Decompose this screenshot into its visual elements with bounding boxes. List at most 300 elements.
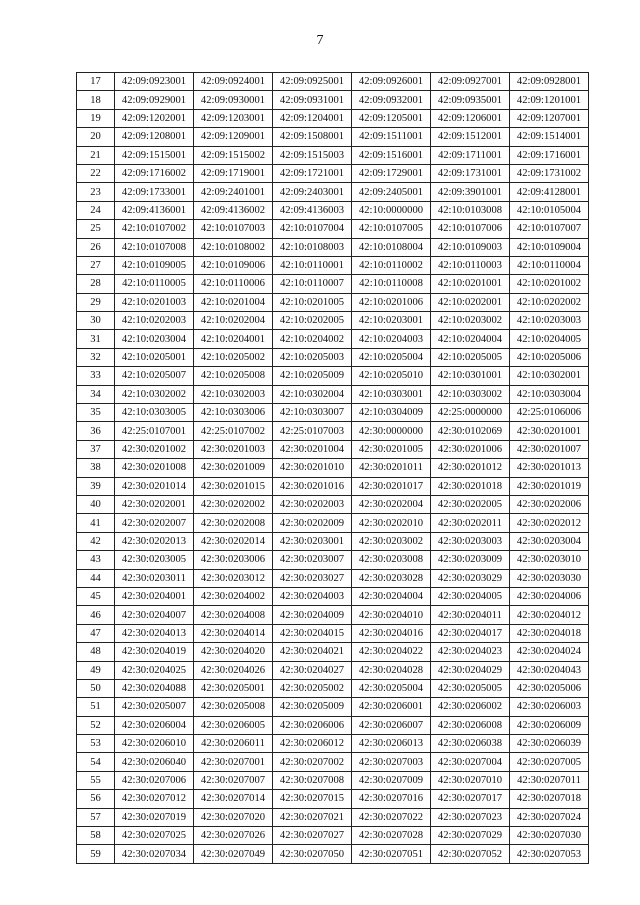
cadastral-code-cell: 42:30:0201002 — [115, 440, 194, 458]
cadastral-code-cell: 42:10:0204004 — [431, 330, 510, 348]
cadastral-code-cell: 42:25:0000000 — [431, 404, 510, 422]
table-row — [77, 330, 589, 348]
cadastral-code-cell: 42:30:0201013 — [510, 459, 589, 477]
cadastral-code-cell: 42:10:0103008 — [431, 201, 510, 219]
cadastral-code-cell: 42:30:0207009 — [352, 771, 431, 789]
cadastral-code-cell: 42:09:4136001 — [115, 201, 194, 219]
cadastral-code-cell: 42:30:0204004 — [352, 587, 431, 605]
row-number: 48 — [77, 643, 115, 661]
cadastral-code-cell: 42:30:0204019 — [115, 643, 194, 661]
row-number: 21 — [77, 146, 115, 164]
cadastral-code-cell: 42:30:0205006 — [510, 679, 589, 697]
cadastral-code-cell: 42:10:0201006 — [352, 293, 431, 311]
table-row — [77, 624, 589, 642]
cadastral-code-cell: 42:30:0201010 — [273, 459, 352, 477]
cadastral-code-cell: 42:10:0108003 — [273, 238, 352, 256]
cadastral-code-cell: 42:10:0205006 — [510, 348, 589, 366]
cadastral-code-cell: 42:30:0204005 — [431, 587, 510, 605]
cadastral-code-cell: 42:09:1731002 — [510, 164, 589, 182]
row-number: 37 — [77, 440, 115, 458]
cadastral-code-cell: 42:30:0207028 — [352, 827, 431, 845]
cadastral-code-cell: 42:30:0202005 — [431, 495, 510, 513]
row-number: 20 — [77, 128, 115, 146]
row-number: 28 — [77, 275, 115, 293]
cadastral-code-cell: 42:09:1511001 — [352, 128, 431, 146]
cadastral-code-cell: 42:30:0206007 — [352, 716, 431, 734]
cadastral-code-cell: 42:30:0204003 — [273, 587, 352, 605]
cadastral-code-cell: 42:30:0204017 — [431, 624, 510, 642]
cadastral-code-cell: 42:30:0206012 — [273, 735, 352, 753]
row-number: 57 — [77, 808, 115, 826]
cadastral-code-cell: 42:10:0303002 — [431, 385, 510, 403]
cadastral-code-cell: 42:30:0102069 — [431, 422, 510, 440]
cadastral-code-cell: 42:30:0204016 — [352, 624, 431, 642]
cadastral-code-cell: 42:09:4128001 — [510, 183, 589, 201]
cadastral-code-cell: 42:10:0303004 — [510, 385, 589, 403]
cadastral-code-cell: 42:10:0202001 — [431, 293, 510, 311]
cadastral-code-cell: 42:10:0201001 — [431, 275, 510, 293]
table-row — [77, 201, 589, 219]
row-number: 50 — [77, 679, 115, 697]
cadastral-code-cell: 42:10:0205001 — [115, 348, 194, 366]
row-number: 24 — [77, 201, 115, 219]
table-row — [77, 404, 589, 422]
cadastral-code-cell: 42:30:0203003 — [431, 532, 510, 550]
cadastral-code-cell: 42:10:0110004 — [510, 256, 589, 274]
page-number: 7 — [316, 33, 324, 48]
cadastral-code-cell: 42:30:0201019 — [510, 477, 589, 495]
table-row — [77, 532, 589, 550]
cadastral-code-cell: 42:30:0207010 — [431, 771, 510, 789]
cadastral-code-cell: 42:10:0205007 — [115, 367, 194, 385]
cadastral-code-cell: 42:30:0207001 — [194, 753, 273, 771]
cadastral-code-cell: 42:30:0202009 — [273, 514, 352, 532]
cadastral-code-cell: 42:30:0203004 — [510, 532, 589, 550]
cadastral-code-cell: 42:30:0201015 — [194, 477, 273, 495]
row-number: 39 — [77, 477, 115, 495]
cadastral-code-cell: 42:30:0201009 — [194, 459, 273, 477]
cadastral-code-cell: 42:25:0107001 — [115, 422, 194, 440]
row-number: 34 — [77, 385, 115, 403]
cadastral-code-cell: 42:09:1515003 — [273, 146, 352, 164]
table-row — [77, 587, 589, 605]
cadastral-code-cell: 42:30:0207015 — [273, 790, 352, 808]
cadastral-code-cell: 42:30:0204006 — [510, 587, 589, 605]
cadastral-code-cell: 42:30:0207023 — [431, 808, 510, 826]
cadastral-code-cell: 42:30:0201017 — [352, 477, 431, 495]
row-number: 49 — [77, 661, 115, 679]
cadastral-code-cell: 42:30:0206040 — [115, 753, 194, 771]
cadastral-code-cell: 42:30:0202011 — [431, 514, 510, 532]
table-body — [77, 73, 589, 864]
cadastral-code-cell: 42:09:0930001 — [194, 91, 273, 109]
cadastral-code-cell: 42:30:0207022 — [352, 808, 431, 826]
cadastral-code-cell: 42:30:0204025 — [115, 661, 194, 679]
cadastral-code-cell: 42:30:0204018 — [510, 624, 589, 642]
cadastral-code-cell: 42:30:0207012 — [115, 790, 194, 808]
cadastral-code-cell: 42:09:1516001 — [352, 146, 431, 164]
cadastral-code-cell: 42:09:0935001 — [431, 91, 510, 109]
cadastral-code-cell: 42:30:0202010 — [352, 514, 431, 532]
table-row — [77, 771, 589, 789]
table-row — [77, 753, 589, 771]
cadastral-code-cell: 42:09:1515002 — [194, 146, 273, 164]
row-number: 27 — [77, 256, 115, 274]
cadastral-code-cell: 42:10:0201002 — [510, 275, 589, 293]
cadastral-code-cell: 42:30:0207027 — [273, 827, 352, 845]
cadastral-code-cell: 42:10:0109003 — [431, 238, 510, 256]
table-row — [77, 367, 589, 385]
cadastral-code-cell: 42:30:0203010 — [510, 551, 589, 569]
cadastral-code-cell: 42:10:0107005 — [352, 220, 431, 238]
cadastral-code-cell: 42:10:0205009 — [273, 367, 352, 385]
cadastral-code-cell: 42:30:0207002 — [273, 753, 352, 771]
cadastral-code-cell: 42:30:0000000 — [352, 422, 431, 440]
table-row — [77, 808, 589, 826]
row-number: 41 — [77, 514, 115, 532]
cadastral-code-cell: 42:30:0207005 — [510, 753, 589, 771]
cadastral-code-cell: 42:30:0207018 — [510, 790, 589, 808]
cadastral-code-cell: 42:10:0204002 — [273, 330, 352, 348]
cadastral-code-cell: 42:09:1209001 — [194, 128, 273, 146]
cadastral-code-cell: 42:30:0201008 — [115, 459, 194, 477]
cadastral-code-cell: 42:25:0106006 — [510, 404, 589, 422]
cadastral-code-cell: 42:30:0203001 — [273, 532, 352, 550]
cadastral-code-cell: 42:09:1207001 — [510, 109, 589, 127]
cadastral-code-cell: 42:30:0201014 — [115, 477, 194, 495]
cadastral-code-cell: 42:30:0204022 — [352, 643, 431, 661]
cadastral-code-cell: 42:30:0206005 — [194, 716, 273, 734]
cadastral-code-cell: 42:10:0202004 — [194, 312, 273, 330]
cadastral-code-cell: 42:09:2405001 — [352, 183, 431, 201]
cadastral-code-cell: 42:09:0924001 — [194, 73, 273, 91]
cadastral-code-cell: 42:09:1205001 — [352, 109, 431, 127]
cadastral-code-cell: 42:30:0205009 — [273, 698, 352, 716]
cadastral-code-cell: 42:10:0204001 — [194, 330, 273, 348]
cadastral-code-cell: 42:09:1514001 — [510, 128, 589, 146]
row-number: 47 — [77, 624, 115, 642]
cadastral-code-cell: 42:10:0203003 — [510, 312, 589, 330]
cadastral-code-cell: 42:09:0928001 — [510, 73, 589, 91]
row-number: 45 — [77, 587, 115, 605]
table-row — [77, 551, 589, 569]
cadastral-code-cell: 42:30:0207051 — [352, 845, 431, 863]
cadastral-code-cell: 42:30:0204011 — [431, 606, 510, 624]
table-row — [77, 827, 589, 845]
cadastral-code-cell: 42:09:0923001 — [115, 73, 194, 91]
cadastral-code-cell: 42:30:0206003 — [510, 698, 589, 716]
cadastral-code-cell: 42:30:0204043 — [510, 661, 589, 679]
table-row — [77, 459, 589, 477]
cadastral-code-cell: 42:30:0207034 — [115, 845, 194, 863]
cadastral-code-cell: 42:10:0302003 — [194, 385, 273, 403]
cadastral-code-cell: 42:30:0204029 — [431, 661, 510, 679]
cadastral-code-cell: 42:10:0303006 — [194, 404, 273, 422]
cadastral-code-cell: 42:10:0109005 — [115, 256, 194, 274]
row-number: 29 — [77, 293, 115, 311]
table-row — [77, 183, 589, 201]
cadastral-code-cell: 42:10:0107004 — [273, 220, 352, 238]
cadastral-code-cell: 42:09:1203001 — [194, 109, 273, 127]
cadastral-code-cell: 42:30:0203009 — [431, 551, 510, 569]
cadastral-code-cell: 42:30:0204023 — [431, 643, 510, 661]
cadastral-code-cell: 42:30:0206002 — [431, 698, 510, 716]
row-number: 46 — [77, 606, 115, 624]
table-row — [77, 845, 589, 863]
cadastral-code-cell: 42:10:0110006 — [194, 275, 273, 293]
cadastral-code-cell: 42:30:0204024 — [510, 643, 589, 661]
cadastral-code-cell: 42:30:0207020 — [194, 808, 273, 826]
cadastral-code-cell: 42:10:0203001 — [352, 312, 431, 330]
cadastral-code-cell: 42:30:0204009 — [273, 606, 352, 624]
cadastral-code-cell: 42:10:0107008 — [115, 238, 194, 256]
cadastral-code-cell: 42:10:0205003 — [273, 348, 352, 366]
row-number: 59 — [77, 845, 115, 863]
cadastral-code-cell: 42:09:1204001 — [273, 109, 352, 127]
table-row — [77, 514, 589, 532]
row-number: 54 — [77, 753, 115, 771]
cadastral-code-cell: 42:09:1716001 — [510, 146, 589, 164]
cadastral-code-cell: 42:09:1711001 — [431, 146, 510, 164]
cadastral-code-cell: 42:09:1202001 — [115, 109, 194, 127]
cadastral-code-cell: 42:30:0206006 — [273, 716, 352, 734]
cadastral-code-cell: 42:30:0204014 — [194, 624, 273, 642]
table-row — [77, 606, 589, 624]
table-row — [77, 735, 589, 753]
table-row — [77, 256, 589, 274]
row-number: 33 — [77, 367, 115, 385]
cadastral-code-cell: 42:30:0206009 — [510, 716, 589, 734]
cadastral-code-cell: 42:10:0107003 — [194, 220, 273, 238]
cadastral-code-cell: 42:30:0207026 — [194, 827, 273, 845]
cadastral-code-cell: 42:10:0108004 — [352, 238, 431, 256]
table-row — [77, 164, 589, 182]
cadastral-code-cell: 42:30:0207014 — [194, 790, 273, 808]
cadastral-code-cell: 42:30:0206011 — [194, 735, 273, 753]
row-number: 43 — [77, 551, 115, 569]
cadastral-code-cell: 42:30:0207019 — [115, 808, 194, 826]
cadastral-code-cell: 42:30:0207024 — [510, 808, 589, 826]
cadastral-code-cell: 42:09:1731001 — [431, 164, 510, 182]
cadastral-code-cell: 42:10:0303001 — [352, 385, 431, 403]
cadastral-table — [76, 72, 589, 864]
cadastral-code-cell: 42:30:0203028 — [352, 569, 431, 587]
cadastral-code-cell: 42:30:0206038 — [431, 735, 510, 753]
cadastral-code-cell: 42:30:0206039 — [510, 735, 589, 753]
cadastral-code-cell: 42:10:0109004 — [510, 238, 589, 256]
cadastral-code-cell: 42:10:0204003 — [352, 330, 431, 348]
cadastral-code-cell: 42:10:0204005 — [510, 330, 589, 348]
cadastral-code-cell: 42:30:0207025 — [115, 827, 194, 845]
row-number: 23 — [77, 183, 115, 201]
cadastral-code-cell: 42:30:0207050 — [273, 845, 352, 863]
row-number: 58 — [77, 827, 115, 845]
cadastral-code-cell: 42:09:1721001 — [273, 164, 352, 182]
cadastral-code-cell: 42:30:0204020 — [194, 643, 273, 661]
cadastral-code-cell: 42:30:0207004 — [431, 753, 510, 771]
cadastral-code-cell: 42:10:0110002 — [352, 256, 431, 274]
cadastral-code-cell: 42:30:0201003 — [194, 440, 273, 458]
cadastral-code-cell: 42:30:0202006 — [510, 495, 589, 513]
cadastral-code-cell: 42:30:0203027 — [273, 569, 352, 587]
cadastral-code-cell: 42:30:0202007 — [115, 514, 194, 532]
cadastral-code-cell: 42:30:0207003 — [352, 753, 431, 771]
table-row — [77, 91, 589, 109]
cadastral-code-cell: 42:30:0203012 — [194, 569, 273, 587]
cadastral-code-cell: 42:30:0204088 — [115, 679, 194, 697]
table-row — [77, 679, 589, 697]
table-row — [77, 661, 589, 679]
table-row — [77, 109, 589, 127]
cadastral-code-cell: 42:10:0303005 — [115, 404, 194, 422]
cadastral-code-cell: 42:30:0205001 — [194, 679, 273, 697]
cadastral-code-cell: 42:09:0926001 — [352, 73, 431, 91]
row-number: 52 — [77, 716, 115, 734]
cadastral-code-cell: 42:10:0105004 — [510, 201, 589, 219]
row-number: 26 — [77, 238, 115, 256]
cadastral-code-cell: 42:10:0302002 — [115, 385, 194, 403]
cadastral-code-cell: 42:30:0207006 — [115, 771, 194, 789]
cadastral-code-cell: 42:10:0201003 — [115, 293, 194, 311]
cadastral-code-cell: 42:10:0205004 — [352, 348, 431, 366]
cadastral-code-cell: 42:10:0202005 — [273, 312, 352, 330]
row-number: 36 — [77, 422, 115, 440]
cadastral-code-cell: 42:10:0205005 — [431, 348, 510, 366]
cadastral-code-cell: 42:25:0107002 — [194, 422, 273, 440]
row-number: 31 — [77, 330, 115, 348]
cadastral-code-cell: 42:30:0203005 — [115, 551, 194, 569]
cadastral-code-cell: 42:30:0204007 — [115, 606, 194, 624]
cadastral-code-cell: 42:10:0302004 — [273, 385, 352, 403]
cadastral-code-cell: 42:10:0110005 — [115, 275, 194, 293]
row-number: 44 — [77, 569, 115, 587]
cadastral-code-cell: 42:30:0205008 — [194, 698, 273, 716]
table-row — [77, 220, 589, 238]
cadastral-code-cell: 42:09:0925001 — [273, 73, 352, 91]
table-row — [77, 643, 589, 661]
cadastral-code-cell: 42:09:1515001 — [115, 146, 194, 164]
table-row — [77, 716, 589, 734]
cadastral-code-cell: 42:30:0202013 — [115, 532, 194, 550]
cadastral-code-cell: 42:30:0201012 — [431, 459, 510, 477]
cadastral-code-cell: 42:30:0206010 — [115, 735, 194, 753]
cadastral-code-cell: 42:09:2403001 — [273, 183, 352, 201]
row-number: 30 — [77, 312, 115, 330]
cadastral-code-cell: 42:30:0207049 — [194, 845, 273, 863]
cadastral-code-cell: 42:10:0110008 — [352, 275, 431, 293]
cadastral-code-cell: 42:09:4136003 — [273, 201, 352, 219]
cadastral-code-cell: 42:10:0205008 — [194, 367, 273, 385]
cadastral-code-cell: 42:30:0202004 — [352, 495, 431, 513]
cadastral-code-cell: 42:30:0201004 — [273, 440, 352, 458]
cadastral-code-cell: 42:30:0206004 — [115, 716, 194, 734]
cadastral-code-cell: 42:30:0206013 — [352, 735, 431, 753]
table-row — [77, 312, 589, 330]
cadastral-code-cell: 42:30:0206008 — [431, 716, 510, 734]
cadastral-code-cell: 42:30:0204027 — [273, 661, 352, 679]
cadastral-code-cell: 42:30:0205002 — [273, 679, 352, 697]
row-number: 51 — [77, 698, 115, 716]
table-row — [77, 293, 589, 311]
cadastral-code-cell: 42:30:0204021 — [273, 643, 352, 661]
row-number: 25 — [77, 220, 115, 238]
cadastral-code-cell: 42:30:0201001 — [510, 422, 589, 440]
table-row — [77, 385, 589, 403]
cadastral-code-cell: 42:10:0108002 — [194, 238, 273, 256]
row-number: 22 — [77, 164, 115, 182]
cadastral-code-cell: 42:30:0203006 — [194, 551, 273, 569]
cadastral-code-cell: 42:30:0207016 — [352, 790, 431, 808]
cadastral-code-cell: 42:30:0203002 — [352, 532, 431, 550]
table-row — [77, 698, 589, 716]
cadastral-code-cell: 42:30:0203030 — [510, 569, 589, 587]
cadastral-code-cell: 42:30:0207008 — [273, 771, 352, 789]
table-row — [77, 348, 589, 366]
cadastral-code-cell: 42:09:0929001 — [115, 91, 194, 109]
table-row — [77, 569, 589, 587]
row-number: 18 — [77, 91, 115, 109]
table-row — [77, 440, 589, 458]
cadastral-code-cell: 42:30:0205007 — [115, 698, 194, 716]
cadastral-code-cell: 42:10:0205002 — [194, 348, 273, 366]
cadastral-code-cell: 42:30:0207029 — [431, 827, 510, 845]
cadastral-code-cell: 42:30:0202012 — [510, 514, 589, 532]
cadastral-code-cell: 42:30:0201011 — [352, 459, 431, 477]
cadastral-code-cell: 42:09:0927001 — [431, 73, 510, 91]
cadastral-code-cell: 42:09:4136002 — [194, 201, 273, 219]
cadastral-code-cell: 42:30:0204001 — [115, 587, 194, 605]
cadastral-code-cell: 42:30:0201005 — [352, 440, 431, 458]
row-number: 35 — [77, 404, 115, 422]
cadastral-code-cell: 42:30:0204002 — [194, 587, 273, 605]
cadastral-code-cell: 42:30:0207021 — [273, 808, 352, 826]
cadastral-code-cell: 42:10:0301001 — [431, 367, 510, 385]
cadastral-code-cell: 42:10:0107002 — [115, 220, 194, 238]
cadastral-code-cell: 42:10:0000000 — [352, 201, 431, 219]
row-number: 42 — [77, 532, 115, 550]
table-row — [77, 238, 589, 256]
cadastral-code-cell: 42:10:0205010 — [352, 367, 431, 385]
cadastral-code-cell: 42:10:0202003 — [115, 312, 194, 330]
cadastral-code-cell: 42:09:1512001 — [431, 128, 510, 146]
table-row — [77, 790, 589, 808]
cadastral-code-cell: 42:10:0107007 — [510, 220, 589, 238]
cadastral-code-cell: 42:09:1719001 — [194, 164, 273, 182]
cadastral-code-cell: 42:30:0207007 — [194, 771, 273, 789]
row-number: 32 — [77, 348, 115, 366]
cadastral-code-cell: 42:30:0201016 — [273, 477, 352, 495]
cadastral-code-cell: 42:10:0303007 — [273, 404, 352, 422]
table-row — [77, 146, 589, 164]
row-number: 19 — [77, 109, 115, 127]
cadastral-code-cell: 42:09:1508001 — [273, 128, 352, 146]
cadastral-code-cell: 42:30:0203007 — [273, 551, 352, 569]
cadastral-code-cell: 42:30:0202014 — [194, 532, 273, 550]
row-number: 53 — [77, 735, 115, 753]
cadastral-code-cell: 42:25:0107003 — [273, 422, 352, 440]
cadastral-code-cell: 42:30:0207030 — [510, 827, 589, 845]
table-row — [77, 275, 589, 293]
cadastral-code-cell: 42:10:0202002 — [510, 293, 589, 311]
cadastral-code-cell: 42:30:0202002 — [194, 495, 273, 513]
cadastral-code-cell: 42:09:2401001 — [194, 183, 273, 201]
cadastral-code-cell: 42:30:0201006 — [431, 440, 510, 458]
cadastral-code-cell: 42:30:0201007 — [510, 440, 589, 458]
cadastral-code-cell: 42:10:0203002 — [431, 312, 510, 330]
cadastral-code-cell: 42:30:0204010 — [352, 606, 431, 624]
cadastral-code-cell: 42:09:3901001 — [431, 183, 510, 201]
table-row — [77, 128, 589, 146]
